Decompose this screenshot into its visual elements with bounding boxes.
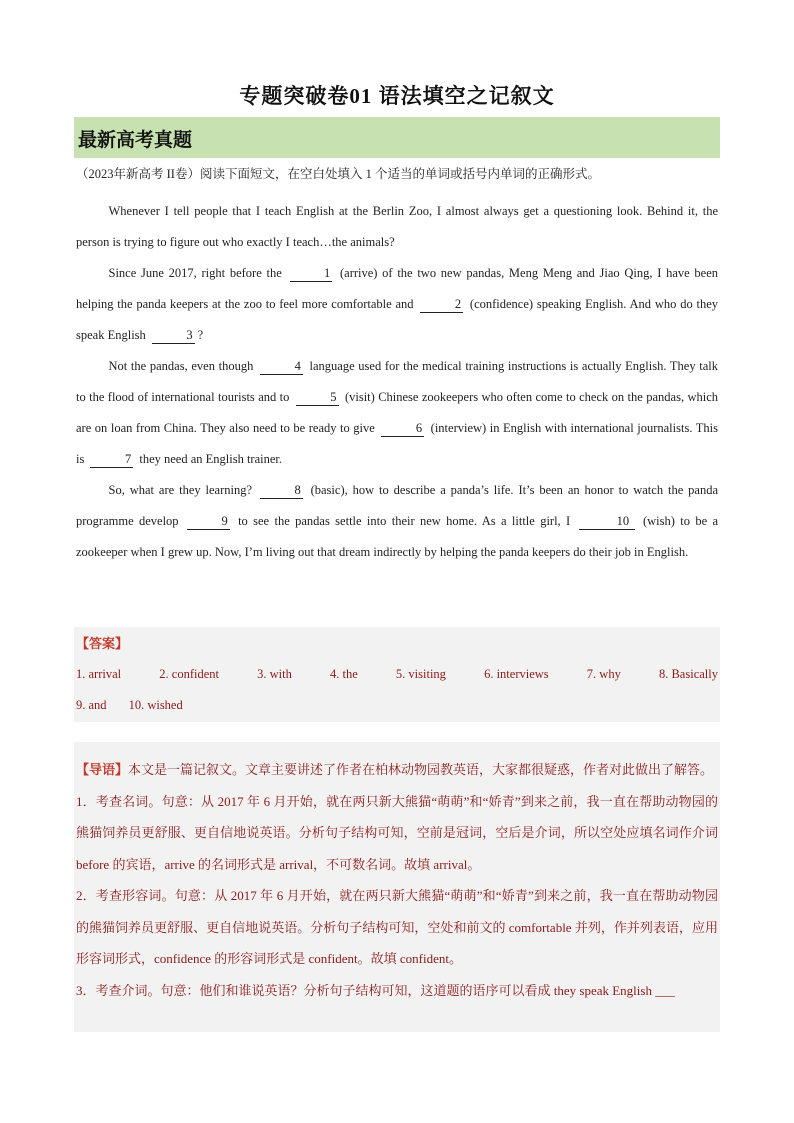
passage-paragraph-2: Since June 2017, right before the 1 (arrive) of the two new pandas, Meng Meng and Jiao Qing, I have been helping the panda keepers at the zoo to feel more comfortable and 2 (confidence) speaking English. And who do they speak English 3 ? xyxy=(76,266,719,342)
passage-paragraph-3: Not the pandas, even though 4 language used for the medical training instructions is actually English. They talk to the flood of international tourists and to 5 (visit) Chinese zookeepers who often come to check on the pandas, which are on loan from China. They also need to be ready to give 6 (interview) in English with international journalists. This is 7 they need an English trainer. xyxy=(76,359,719,466)
page-title: 专题突破卷01 语法填空之记叙文 xyxy=(239,84,555,108)
explanation-3: 3．考查介词。句意：他们和谁说英语？分析句子结构可知，这道题的语序可以看成 they speak English ___ xyxy=(76,982,675,998)
answer-item: 9. and xyxy=(76,698,107,712)
section-title: 最新高考真题 xyxy=(78,130,193,151)
answer-row-1 xyxy=(76,667,718,682)
answer-item: 1. arrival xyxy=(76,667,122,681)
blank-10: 10 xyxy=(579,513,635,530)
blank-6: 6 xyxy=(381,420,424,437)
explanation-2: 2．考查形容词。句意：从 2017 年 6 月开始，就在两只新大熊猫“萌萌”和“娇青”到来之前，我一直在帮助动物园的熊猫饲养员更舒服、更自信地说英语。分析句子结构可知，空处和前文的 comfortable 并列，作并列表语，应用形容词形式，confidence 的形容词形式是 confident。故填 confident。 xyxy=(76,888,718,966)
blank-3: 3 xyxy=(152,327,195,344)
blank-9: 9 xyxy=(187,513,230,530)
explanation-1: 1．考查名词。句意：从 2017 年 6 月开始，就在两只新大熊猫“萌萌”和“娇青”到来之前，我一直在帮助动物园的熊猫饲养员更舒服、更自信地说英语。分析句子结构可知，空前是冠词，空后是介词，所以空处应填名词作介词 before 的宾语，arrive 的名词形式是 arrival，不可数名词。故填 arrival。 xyxy=(76,793,718,872)
answer-section xyxy=(74,627,720,722)
blank-4: 4 xyxy=(260,358,303,375)
answer-item: 5. visiting xyxy=(395,667,446,681)
passage-paragraph-4: So, what are they learning? 8 (basic), how to describe a panda’s life. It’s been an honor to watch the panda programme develop 9 to see the pandas settle into their new home. As a little girl, I 10 (wish) to be a zookeeper when I grew up. Now, I’m living out that dream indirectly by helping the panda keepers do their job in English. xyxy=(76,483,719,559)
answer-item: 8. Basically xyxy=(658,667,718,681)
answer-item: 4. the xyxy=(330,667,358,681)
passage xyxy=(76,196,718,568)
answer-item: 2. confident xyxy=(159,667,219,681)
blank-2: 2 xyxy=(420,296,463,313)
answer-item: 3. with xyxy=(257,667,292,681)
blank-1: 1 xyxy=(290,265,333,282)
answer-row-2 xyxy=(76,698,718,713)
answer-item: 10. wished xyxy=(128,698,183,712)
blank-8: 8 xyxy=(260,482,303,499)
explanation-text xyxy=(76,754,718,1006)
guide-intro: 【导语】本文是一篇记叙文。文章主要讲述了作者在柏林动物园教英语，大家都很疑惑，作者对此做出了解答。 xyxy=(76,762,714,777)
explanation-section xyxy=(74,742,720,1032)
answer-item: 7. why xyxy=(586,667,621,681)
instruction-text: （2023年新高考 II卷）阅读下面短文，在空白处填入 1 个适当的单词或括号内单词的正确形式。 xyxy=(76,167,600,181)
blank-5: 5 xyxy=(296,389,339,406)
section-header xyxy=(74,117,720,158)
answer-item: 6. interviews xyxy=(484,667,549,681)
blank-7: 7 xyxy=(90,451,133,468)
answer-heading: 【答案】 xyxy=(76,636,129,651)
passage-paragraph-1: Whenever I tell people that I teach English at the Berlin Zoo, I almost always get a questioning look. Behind it, the person is trying to figure out who exactly I teach…the animals? xyxy=(76,204,718,249)
guide-tag: 【导语】 xyxy=(76,762,129,777)
